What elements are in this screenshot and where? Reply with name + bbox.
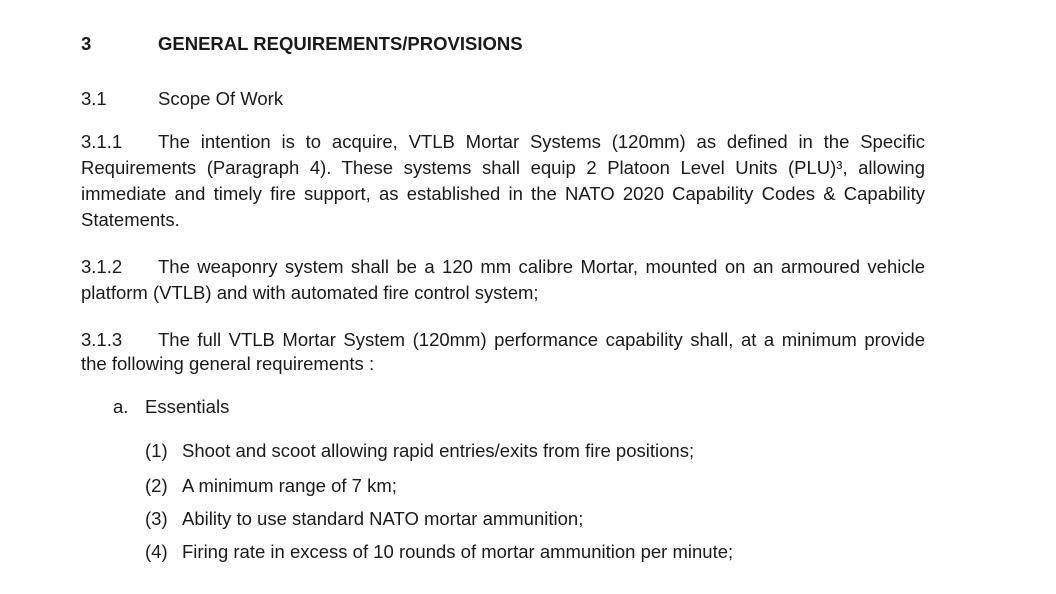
paragraph-text: The full VTLB Mortar System (120mm) performance capability shall, at a minimum provide — [158, 329, 925, 350]
list-item — [145, 508, 583, 530]
paragraph-line — [81, 327, 925, 351]
list-item-text: Shoot and scoot allowing rapid entries/exits from fire positions; — [182, 440, 695, 461]
section-number: 3 — [81, 33, 92, 54]
paragraph-3-1-1 — [81, 129, 925, 233]
paragraph-line — [81, 351, 925, 377]
paragraph-3-1-3 — [81, 327, 925, 377]
essentials-heading — [113, 396, 229, 418]
paragraph-number: 3.1.2 — [81, 256, 123, 277]
paragraph-line — [81, 129, 925, 155]
paragraph-3-1-2 — [81, 254, 925, 306]
list-item-label: (2) — [145, 475, 168, 496]
paragraph-line — [81, 207, 925, 233]
subsection-title: Scope Of Work — [158, 88, 284, 109]
paragraph-number: 3.1.3 — [81, 329, 123, 350]
list-item — [145, 440, 694, 462]
essentials-label: a. — [113, 396, 129, 417]
list-item-label: (3) — [145, 508, 168, 529]
paragraph-text: the following general requirements : — [81, 353, 375, 374]
list-item-text: A minimum range of 7 km; — [182, 475, 397, 496]
essentials-title: Essentials — [145, 396, 230, 417]
list-item-text: Ability to use standard NATO mortar ammunition; — [182, 508, 584, 529]
paragraph-line — [81, 280, 925, 306]
list-item — [145, 475, 397, 497]
paragraph-line — [81, 181, 925, 207]
paragraph-text: Statements. — [81, 209, 180, 230]
list-item — [145, 541, 733, 563]
paragraph-text: The weaponry system shall be a 120 mm calibre Mortar, mounted on an armoured vehicle — [158, 256, 925, 277]
paragraph-number: 3.1.1 — [81, 131, 123, 152]
paragraph-text: platform (VTLB) and with automated fire control system; — [81, 282, 539, 303]
paragraph-line — [81, 155, 925, 181]
paragraph-text: The intention is to acquire, VTLB Mortar Systems (120mm) as defined in the Specific — [158, 131, 925, 152]
list-item-text: Firing rate in excess of 10 rounds of mortar ammunition per minute; — [182, 541, 734, 562]
paragraph-text: Requirements (Paragraph 4). These systems shall equip 2 Platoon Level Units (PLU)³, allowing — [81, 157, 925, 178]
subsection-number: 3.1 — [81, 88, 107, 109]
list-item-label: (1) — [145, 440, 168, 461]
paragraph-line — [81, 254, 925, 280]
list-item-label: (4) — [145, 541, 168, 562]
section-title: GENERAL REQUIREMENTS/PROVISIONS — [158, 33, 523, 54]
paragraph-text: immediate and timely fire support, as established in the NATO 2020 Capability Codes & Capability — [81, 183, 925, 204]
